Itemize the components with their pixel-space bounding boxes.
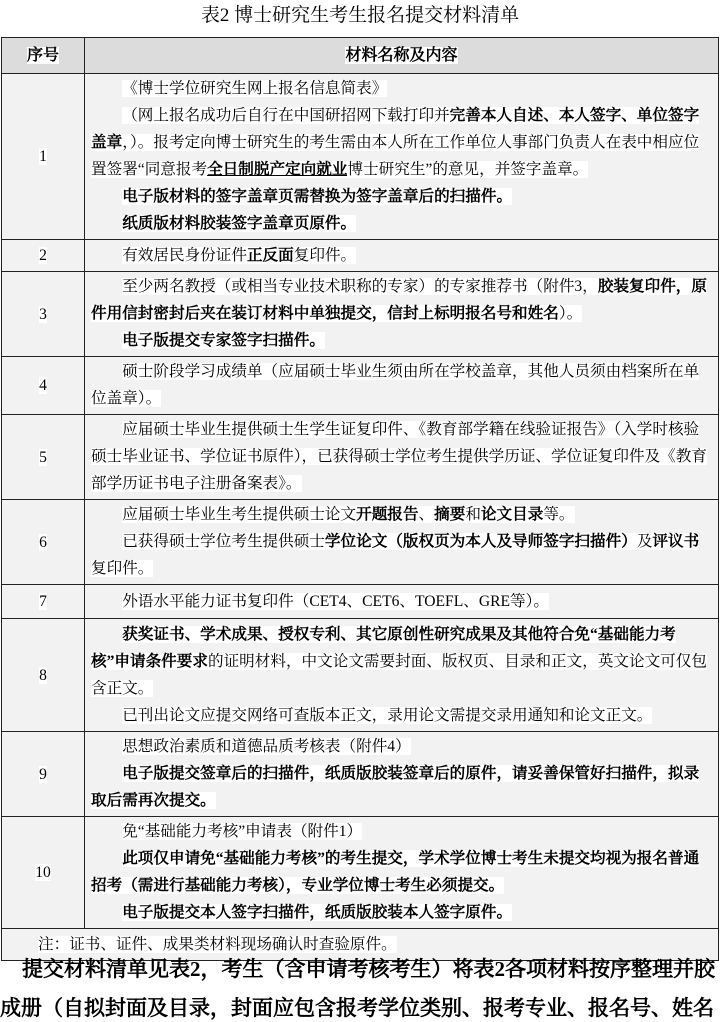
row-content-cell <box>85 817 719 929</box>
content-paragraph <box>91 702 714 729</box>
table-row <box>2 585 719 619</box>
table-row <box>2 415 719 500</box>
row-number: 7 <box>39 593 47 610</box>
table-row <box>2 500 719 585</box>
header-number-label: 序号 <box>26 47 59 64</box>
row-content-cell <box>85 272 719 357</box>
row-number: 9 <box>39 765 47 783</box>
content-paragraph <box>91 528 714 582</box>
emphasized-text: 此项仅申请免“基础能力考核”的考生提交，学术学位博士考生未提交均视为报名普通招考（需进行基础能力考核），专业学位博士考生必须提交。 <box>91 850 700 894</box>
row-content-cell <box>85 74 719 240</box>
content-paragraph <box>91 327 714 354</box>
emphasized-text: 获奖证书、学术成果、授权专利、其它原创性研究成果及其他符合免“基础能力考核”申请条件要求 <box>91 625 676 670</box>
row-content-cell <box>85 619 719 732</box>
row-number: 10 <box>35 864 51 881</box>
emphasized-text: 正反面 <box>246 246 294 264</box>
materials-table <box>1 37 719 961</box>
header-content-label: 材料名称及内容 <box>345 47 458 64</box>
table-row <box>2 732 719 817</box>
row-content-cell <box>85 585 719 619</box>
table-title: 表2 博士研究生考生报名提交材料清单 <box>200 5 520 26</box>
content-paragraph <box>91 416 714 497</box>
content-text: 复印件。 <box>293 246 357 264</box>
body-paragraph-line-1: 提交材料清单见表2，考生（含申请考核考生）将表2各项材料按序整理并胶 <box>22 957 715 981</box>
content-text: 外语水平能力证书复印件（CET4、CET6、TOEFL、GRE等）。 <box>122 592 549 610</box>
content-text: 应届硕士毕业生提供硕士生学生证复印件、《教育部学籍在线验证报告》（入学时核验硕士毕业证书、学位证书原件），已获得硕士学位考生提供学历证、学位证复印件及《教育部学历证书电子注册备案表》。 <box>91 421 707 492</box>
body-paragraph-line-2: 成册（自拟封面及目录，封面应包含报考学位类别、报考专业、报名号、姓名 <box>0 996 714 1020</box>
content-paragraph <box>91 102 714 183</box>
header-content <box>85 38 719 74</box>
content-text: 免“基础能力考核”申请表（附件1） <box>122 823 363 840</box>
content-paragraph <box>91 845 714 899</box>
content-text: 已刊出论文应提交网络可查版本正文，录用论文需提交录用通知和论文正文。 <box>122 706 653 724</box>
content-text: 博士研究生”的意见，并签字盖章。 <box>347 161 589 178</box>
row-number-cell <box>2 272 85 357</box>
row-content-cell <box>85 732 719 817</box>
row-number-cell <box>2 817 85 929</box>
content-paragraph <box>91 588 714 615</box>
row-number-cell <box>2 585 85 619</box>
content-text: 的证明材料，中文论文需要封面、版权页、目录和正文，英文论文可仅包含正文。 <box>91 652 707 697</box>
row-number-cell <box>2 500 85 585</box>
emphasized-text: 电子版提交本人签字扫描件，纸质版胶装本人签字原件。 <box>122 904 513 921</box>
row-number: 2 <box>39 247 47 264</box>
content-text: （网上报名成功后自行在中国研招网下载打印并 <box>122 107 450 124</box>
content-paragraph <box>91 501 714 528</box>
header-number <box>2 38 85 74</box>
content-text: 硕士阶段学习成绩单（应届硕士毕业生须由所在学校盖章，其他人员须由档案所在单位盖章）。 <box>91 363 700 407</box>
content-paragraph <box>91 183 714 210</box>
row-number: 8 <box>39 666 47 684</box>
table-header-row <box>2 38 719 74</box>
content-text: 和 <box>465 506 481 523</box>
emphasized-text: 全日制脱产定向就业 <box>207 161 348 178</box>
emphasized-text: 开题报告 <box>356 506 419 523</box>
content-text: 及 <box>636 533 653 550</box>
content-text: 、 <box>418 506 435 523</box>
table-row <box>2 74 719 240</box>
row-number-cell <box>2 415 85 500</box>
row-number-cell <box>2 619 85 732</box>
content-text: 复印件。 <box>91 560 154 577</box>
content-text: 有效居民身份证件 <box>122 246 247 264</box>
emphasized-text: 摘要 <box>434 506 466 523</box>
row-number: 1 <box>39 148 47 165</box>
content-paragraph <box>91 75 714 102</box>
row-content-cell <box>85 240 719 272</box>
table-row <box>2 272 719 357</box>
content-paragraph <box>91 733 714 760</box>
row-number-cell <box>2 74 85 240</box>
content-text: 思想政治素质和道德品质考核表（附件4） <box>122 738 411 755</box>
content-paragraph <box>91 210 714 237</box>
emphasized-text: 电子版材料的签字盖章页需替换为签字盖章后的扫描件。 <box>122 188 513 205</box>
row-number: 4 <box>39 377 47 394</box>
note-text: 注：证书、证件、成果类材料现场确认时查验原件。 <box>38 936 397 953</box>
row-number-cell <box>2 240 85 272</box>
emphasized-text: 学位论文（版权页为本人及导师签字扫描件） <box>324 533 637 550</box>
content-text: 《博士学位研究生网上报名信息简表》 <box>122 80 388 97</box>
table-row <box>2 619 719 732</box>
table-row <box>2 357 719 415</box>
row-number: 3 <box>39 305 47 323</box>
content-paragraph <box>91 358 714 412</box>
row-number: 5 <box>39 448 47 466</box>
emphasized-text: 论文目录 <box>480 506 544 523</box>
content-paragraph <box>91 273 714 327</box>
row-number-cell <box>2 732 85 817</box>
emphasized-text: 电子版提交专家签字扫描件。 <box>122 332 325 349</box>
table-row <box>2 817 719 929</box>
content-paragraph <box>91 818 714 845</box>
content-text: 等。 <box>543 506 575 523</box>
emphasized-text: 完善本人自述、本人签字、单位签字盖章 <box>91 107 700 151</box>
content-paragraph <box>91 899 714 926</box>
content-paragraph <box>91 242 714 269</box>
emphasized-text: 电子版提交签章后的扫描件，纸质版胶装签章后的原件，请妥善保管好扫描件，拟录取后需再次提交。 <box>91 765 700 809</box>
content-text: ）。 <box>558 305 583 322</box>
content-text: ，）。报考定向博士研究生的考生需由本人所在工作单位人事部门负责人在表中相应位置签署“同意报考 <box>91 134 700 178</box>
emphasized-text: 胶装复印件，原件用信封密封后夹在装订材料中单独提交，信封上标明报名号和姓名 <box>91 278 707 322</box>
emphasized-text: 纸质版材料胶装签字盖章页原件。 <box>122 215 357 232</box>
content-text: 应届硕士毕业生考生提供硕士论文 <box>122 506 357 523</box>
content-text: 至少两名教授（或相当专业技术职称的专家）的专家推荐书（附件3， <box>122 278 598 295</box>
row-number-cell <box>2 357 85 415</box>
row-content-cell <box>85 357 719 415</box>
row-number: 6 <box>39 533 47 551</box>
content-paragraph <box>91 760 714 814</box>
content-text: 已获得硕士学位考生提供硕士 <box>122 533 325 550</box>
row-content-cell <box>85 415 719 500</box>
row-content-cell <box>85 500 719 585</box>
table-row <box>2 240 719 272</box>
emphasized-text: 评议书 <box>652 533 700 550</box>
content-paragraph <box>91 621 714 702</box>
